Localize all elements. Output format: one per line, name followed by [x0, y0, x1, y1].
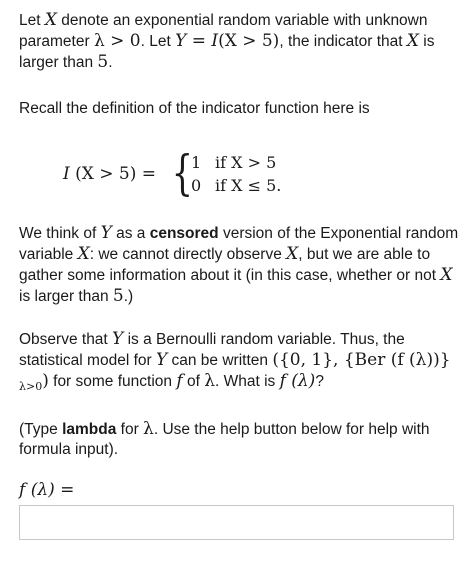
answer-input[interactable] — [19, 505, 454, 540]
case-condition: if X ≤ 5. — [215, 176, 282, 195]
text: is a Bernoulli random variable. Thus, the statistical model for — [19, 331, 405, 369]
math-five: 5 — [112, 286, 124, 306]
question-content — [19, 10, 459, 540]
math-f: f — [176, 371, 183, 391]
bold-text: censored — [149, 225, 219, 242]
definition-lhs — [63, 164, 156, 184]
text: . Let — [140, 33, 176, 50]
text: (Type — [19, 421, 63, 438]
text: . Use the help button below for help with formula input). — [19, 421, 430, 458]
text: is larger than — [19, 288, 113, 305]
text: version of the Exponential random variable — [19, 225, 459, 263]
answer-label: f (λ) = — [19, 480, 75, 500]
case-row-2 — [191, 174, 281, 197]
text: Observe that — [19, 331, 113, 348]
text: can be written — [167, 352, 273, 369]
math-indicator: I — [63, 164, 70, 184]
math-f-lambda: f (λ) — [279, 371, 316, 391]
math-lhs-rest: (X > 5) = — [69, 164, 157, 184]
math-x: X — [44, 10, 57, 30]
text: . What is — [214, 373, 280, 390]
bernoulli-paragraph — [19, 329, 459, 397]
text: as a — [111, 225, 150, 242]
text: of — [182, 373, 205, 390]
recall-paragraph: Recall the definition of the indicator function here is — [19, 100, 370, 117]
indicator-definition — [19, 145, 459, 201]
math-x: X — [77, 244, 90, 264]
math-paren: ) — [42, 371, 49, 391]
math-lambda: λ — [204, 371, 215, 391]
text: is larger than — [19, 33, 435, 71]
intro-paragraph — [19, 10, 459, 73]
text: . — [108, 54, 113, 71]
math-x-greater-5: (X > 5) — [218, 31, 280, 51]
math-y: Y — [155, 350, 168, 370]
text: We think of — [19, 225, 101, 242]
case-value: 1 — [191, 153, 202, 172]
cases — [191, 151, 281, 197]
math-five: 5 — [97, 52, 109, 72]
text: Let — [19, 12, 45, 29]
text: .) — [123, 288, 134, 305]
text: : we cannot directly observe — [89, 246, 287, 263]
censored-paragraph — [19, 223, 459, 307]
case-row-1 — [191, 151, 281, 174]
text: for some function — [48, 373, 177, 390]
bold-text: lambda — [62, 421, 117, 438]
math-x: X — [406, 31, 419, 51]
text: ? — [315, 373, 324, 390]
text: , the indicator that — [279, 33, 407, 50]
text: , but we are able to gather some information about it (in this case, whether or not — [19, 246, 441, 284]
math-statistical-model: ({0, 1}, {Ber (f (λ))} — [272, 350, 451, 370]
math-lambda: λ — [143, 419, 154, 439]
cases-brace: { — [171, 145, 193, 201]
case-condition: if X > 5 — [215, 153, 277, 172]
math-y: Y — [112, 329, 124, 349]
text: for — [116, 421, 144, 438]
math-y: Y — [100, 223, 112, 243]
math-x: X — [440, 265, 453, 285]
math-lambda-positive: λ > 0 — [93, 31, 141, 51]
math-y-equals: Y = — [175, 31, 212, 51]
math-indicator: I — [211, 31, 219, 51]
case-value: 0 — [191, 176, 202, 195]
text: denote an exponential random variable with unknown parameter — [19, 12, 428, 50]
math-x: X — [286, 244, 299, 264]
hint-paragraph — [19, 419, 459, 460]
math-subscript: λ>0 — [19, 380, 43, 393]
